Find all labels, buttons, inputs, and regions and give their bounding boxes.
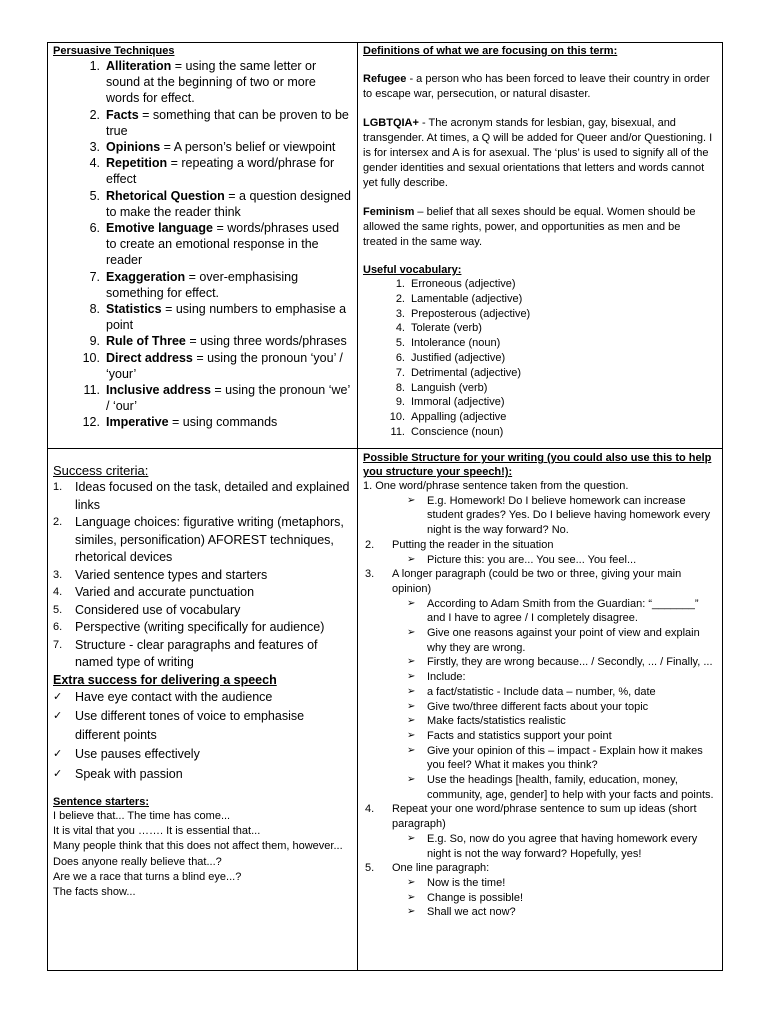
sentence-starters-heading: Sentence starters: <box>53 795 149 808</box>
feminism-text: – belief that all sexes should be equal. Women should be allowed the same rights, power, and opportunities as men and be treated in the same way. <box>363 206 696 248</box>
checkmark-icon: ✓ <box>53 748 63 761</box>
arrow-bullet-icon: ➢ <box>407 627 416 639</box>
vocabulary-item <box>363 277 717 292</box>
vocabulary-word: Appalling (adjective <box>411 411 507 424</box>
feminism-term: Feminism <box>363 206 415 218</box>
vocabulary-word: Lamentable (adjective) <box>411 292 523 305</box>
definitions-heading: Definitions of what we are focusing on this term: <box>363 45 618 57</box>
structure-line <box>363 538 717 553</box>
technique-item <box>53 301 352 333</box>
structure-text: Firstly, they are wrong because... / Secondly, ... / Finally, ... <box>427 656 713 669</box>
technique-definition: = A person’s belief or viewpoint <box>160 140 336 155</box>
vocabulary-item <box>363 307 717 322</box>
technique-definition: = using the pronoun ‘you’ / ‘your’ <box>106 350 343 381</box>
technique-term: Opinions <box>106 140 161 155</box>
item-number: 10. <box>82 350 100 365</box>
structure-text: E.g. So, now do you agree that having homework every night is not the way forward? Hopefully, yes! <box>427 832 698 860</box>
item-number: 7. <box>53 638 63 651</box>
checkmark-icon: ✓ <box>53 690 63 703</box>
technique-term: Statistics <box>106 302 162 317</box>
technique-item <box>53 333 352 349</box>
speech-tip-text: Use pauses effectively <box>75 747 200 762</box>
item-number: 12. <box>82 415 100 430</box>
vocabulary-item <box>363 366 717 381</box>
speech-tip-item <box>53 688 352 707</box>
vocabulary-word: Tolerate (verb) <box>411 322 482 335</box>
structure-text: Putting the reader in the situation <box>392 538 554 551</box>
item-number: 6. <box>395 351 405 364</box>
structure-text: Facts and statistics support your point <box>427 729 612 742</box>
speech-tip-item <box>53 707 352 746</box>
vocabulary-item <box>363 321 717 336</box>
arrow-bullet-icon: ➢ <box>407 876 416 888</box>
item-number: 5. <box>89 188 100 203</box>
technique-term: Emotive language <box>106 221 213 236</box>
item-number: 10. <box>389 411 405 424</box>
structure-line <box>363 876 717 891</box>
technique-term: Alliteration <box>106 59 172 73</box>
structure-text: Shall we act now? <box>427 906 516 919</box>
structure-line <box>363 655 717 670</box>
structure-heading: Possible Structure for your writing (you could also use this to help you structure your speech!): <box>363 452 712 478</box>
item-number: 4. <box>395 322 405 335</box>
item-number: 2. <box>395 292 405 305</box>
structure-line <box>363 700 717 715</box>
technique-text <box>106 301 352 333</box>
structure-line <box>363 567 717 596</box>
refugee-term: Refugee <box>363 73 407 85</box>
technique-term: Repetition <box>106 156 168 171</box>
criteria-text: Varied sentence types and starters <box>75 567 268 582</box>
item-number: 5. <box>53 603 63 616</box>
sentence-starter: Does anyone really believe that...? <box>53 855 222 868</box>
criteria-text: Considered use of vocabulary <box>75 602 241 617</box>
structure-line <box>363 861 717 876</box>
technique-text <box>106 107 352 139</box>
lgbt-term: LGBTQIA+ <box>363 117 419 129</box>
technique-definition: = using commands <box>168 415 278 430</box>
technique-text <box>106 155 352 187</box>
arrow-bullet-icon: ➢ <box>407 744 416 756</box>
technique-definition: = using three words/phrases <box>185 334 347 349</box>
structure-text: a fact/statistic - Include data – number, %, date <box>427 685 656 698</box>
structure-text: Picture this: you are... You see... You feel... <box>427 553 637 566</box>
technique-term: Rhetorical Question <box>106 188 225 203</box>
item-number: 5. <box>395 337 405 350</box>
speech-tip-text: Have eye contact with the audience <box>75 689 273 704</box>
arrow-bullet-icon: ➢ <box>407 494 416 506</box>
technique-text <box>106 382 352 414</box>
sentence-starter: It is vital that you ……. It is essential that... <box>53 825 261 838</box>
vocabulary-item <box>363 381 717 396</box>
vocabulary-word: Immoral (adjective) <box>411 396 505 409</box>
persuasive-list <box>53 58 352 431</box>
technique-text <box>106 414 352 430</box>
arrow-bullet-icon: ➢ <box>407 774 416 786</box>
item-number: 9. <box>395 396 405 409</box>
criteria-text: Ideas focused on the task, detailed and explained links <box>75 480 350 512</box>
vocabulary-item <box>363 351 717 366</box>
structure-text: Include: <box>427 671 466 684</box>
item-number: 5. <box>365 862 375 875</box>
vocabulary-item <box>363 292 717 307</box>
technique-text <box>106 139 352 155</box>
refugee-definition <box>363 72 717 102</box>
item-number: 3. <box>395 307 405 320</box>
sentence-starter: The facts show... <box>53 886 136 898</box>
arrow-bullet-icon: ➢ <box>407 700 416 712</box>
success-criteria-item <box>53 637 352 672</box>
item-number: 3. <box>53 568 63 581</box>
arrow-bullet-icon: ➢ <box>407 656 416 668</box>
structure-text: 1. One word/phrase sentence taken from the question. <box>363 480 629 492</box>
speech-tip-text: Use different tones of voice to emphasise different points <box>75 708 305 743</box>
structure-line <box>363 685 717 700</box>
structure-text: Give your opinion of this – impact - Explain how it makes you feel? What it makes you think? <box>427 744 703 772</box>
technique-item <box>53 139 352 155</box>
vocabulary-item <box>363 395 717 410</box>
technique-definition: = something that can be proven to be true <box>106 107 349 138</box>
technique-definition: = using the same letter or sound at the beginning of two or more words for effect. <box>106 59 317 106</box>
arrow-bullet-icon: ➢ <box>407 891 416 903</box>
structure-line <box>363 832 717 861</box>
structure-text: One line paragraph: <box>392 862 490 875</box>
item-number: 3. <box>89 140 100 155</box>
technique-item <box>53 58 352 107</box>
criteria-text: Language choices: figurative writing (metaphors, similes, personification) AFOREST techniques, rhetorical devices <box>75 515 344 564</box>
technique-item <box>53 107 352 139</box>
vocabulary-word: Conscience (noun) <box>411 425 504 438</box>
success-criteria-cell <box>48 449 358 971</box>
lgbt-definition <box>363 116 717 191</box>
vocabulary-word: Justified (adjective) <box>411 351 506 364</box>
technique-text <box>106 58 352 107</box>
item-number: 7. <box>89 269 100 284</box>
item-number: 8. <box>395 381 405 394</box>
lgbt-text: - The acronym stands for lesbian, gay, bisexual, and transgender. At times, a Q will be added for Queer and/or Questioning. I is for intersex and A is for asexual. The ‘plus’ is used to signify all of the gender identities and sexual orientations that letters and words cannot yet fully describe. <box>363 117 713 189</box>
structure-line <box>363 773 717 802</box>
arrow-bullet-icon: ➢ <box>407 685 416 697</box>
vocabulary-item <box>363 410 717 425</box>
vocabulary-word: Preposterous (adjective) <box>411 307 531 320</box>
technique-definition: = using the pronoun ‘we’ / ‘our’ <box>106 383 350 414</box>
technique-item <box>53 220 352 269</box>
technique-text <box>106 350 352 382</box>
item-number: 3. <box>365 568 375 581</box>
technique-definition: = using numbers to emphasise a point <box>106 302 347 333</box>
item-number: 4. <box>365 803 375 816</box>
item-number: 6. <box>53 621 63 633</box>
structure-line <box>363 802 717 831</box>
technique-definition: = over-emphasising something for effect. <box>106 269 299 300</box>
success-criteria-item <box>53 567 352 585</box>
arrow-bullet-icon: ➢ <box>407 553 416 565</box>
success-criteria-item <box>53 479 352 514</box>
worksheet-table <box>47 42 723 971</box>
structure-text: E.g. Homework! Do I believe homework can increase student grades? Yes. Do I believe having homework every night is the way forward? No. <box>427 494 711 537</box>
item-number: 11. <box>390 425 405 438</box>
item-number: 4. <box>53 586 63 598</box>
criteria-text: Varied and accurate punctuation <box>75 585 255 599</box>
item-number: 2. <box>53 516 63 528</box>
structure-line <box>363 729 717 744</box>
structure-line <box>363 744 717 773</box>
checkmark-icon: ✓ <box>53 709 63 722</box>
arrow-bullet-icon: ➢ <box>407 715 416 727</box>
structure-text: Make facts/statistics realistic <box>427 715 566 728</box>
structure-text: Give two/three different facts about your topic <box>427 700 649 713</box>
structure-line <box>363 905 717 920</box>
structure-line <box>363 670 717 685</box>
structure-text: Repeat your one word/phrase sentence to sum up ideas (short paragraph) <box>392 803 697 831</box>
technique-definition: = repeating a word/phrase for effect <box>106 156 335 187</box>
vocabulary-word: Languish (verb) <box>411 381 488 394</box>
vocabulary-word: Detrimental (adjective) <box>411 366 522 379</box>
item-number: 11. <box>83 383 100 398</box>
structure-text: Change is possible! <box>427 891 524 904</box>
structure-line <box>363 597 717 626</box>
technique-item <box>53 350 352 382</box>
criteria-text: Structure - clear paragraphs and features of named type of writing <box>75 637 318 669</box>
technique-definition: = words/phrases used to create an emotional response in the reader <box>106 221 340 268</box>
item-number: 6. <box>89 221 100 236</box>
structure-line <box>363 714 717 729</box>
arrow-bullet-icon: ➢ <box>407 597 416 609</box>
structure-text: According to Adam Smith from the Guardian: “_______” and I have to agree / I completely disagree. <box>427 597 699 625</box>
structure-line <box>363 494 717 538</box>
vocabulary-item <box>363 425 717 440</box>
success-criteria-item <box>53 619 352 637</box>
structure-list <box>363 479 717 920</box>
speech-tip-item <box>53 765 352 784</box>
item-number: 1. <box>89 59 100 73</box>
success-criteria-item <box>53 584 352 602</box>
technique-text <box>106 220 352 269</box>
definitions-cell <box>358 43 723 449</box>
arrow-bullet-icon: ➢ <box>407 729 416 741</box>
arrow-bullet-icon: ➢ <box>407 906 416 918</box>
arrow-bullet-icon: ➢ <box>407 671 416 683</box>
item-number: 1. <box>395 278 405 290</box>
technique-term: Facts <box>106 107 139 122</box>
persuasive-techniques-cell <box>48 43 358 449</box>
structure-line <box>363 626 717 655</box>
speech-tip-text: Speak with passion <box>75 766 183 781</box>
vocabulary-word: Intolerance (noun) <box>411 337 501 350</box>
structure-line <box>363 891 717 906</box>
item-number: 8. <box>89 302 100 317</box>
success-criteria-list <box>53 479 352 672</box>
technique-item <box>53 188 352 220</box>
structure-text: A longer paragraph (could be two or three, giving your main opinion) <box>392 568 682 595</box>
success-criteria-heading: Success criteria: <box>53 463 149 478</box>
persuasive-heading: Persuasive Techniques <box>53 45 175 57</box>
vocabulary-word: Erroneous (adjective) <box>411 278 516 290</box>
speech-tip-item <box>53 745 352 764</box>
technique-term: Imperative <box>106 415 169 430</box>
technique-item <box>53 414 352 430</box>
extra-success-heading: Extra success for delivering a speech <box>53 672 277 687</box>
technique-term: Inclusive address <box>106 383 211 398</box>
technique-definition: = a question designed to make the reader think <box>106 188 351 219</box>
technique-item <box>53 382 352 414</box>
structure-line <box>363 479 717 494</box>
technique-term: Direct address <box>106 350 193 365</box>
success-criteria-item <box>53 602 352 620</box>
item-number: 2. <box>89 107 100 122</box>
structure-text: Now is the time! <box>427 876 506 889</box>
success-criteria-item <box>53 514 352 567</box>
item-number: 1. <box>53 481 63 493</box>
speech-tips-list <box>53 688 352 784</box>
structure-text: Use the headings [health, family, education, money, community, age, gender] to help with your facts and points. <box>427 774 714 801</box>
technique-term: Exaggeration <box>106 269 186 284</box>
vocabulary-list <box>363 277 717 440</box>
criteria-text: Perspective (writing specifically for audience) <box>75 620 325 634</box>
sentence-starter: Are we a race that turns a blind eye...? <box>53 870 242 883</box>
technique-text <box>106 333 352 349</box>
sentence-starters-list <box>53 809 352 900</box>
item-number: 9. <box>89 334 100 349</box>
item-number: 7. <box>395 366 405 379</box>
vocabulary-heading: Useful vocabulary: <box>363 264 462 276</box>
sentence-starter: I believe that... The time has come... <box>53 809 231 822</box>
sentence-starter: Many people think that this does not affect them, however... <box>53 840 343 853</box>
refugee-text: - a person who has been forced to leave their country in order to escape war, persecution, or natural disaster. <box>363 73 710 100</box>
technique-term: Rule of Three <box>106 334 186 349</box>
structure-line <box>363 553 717 568</box>
technique-item <box>53 269 352 301</box>
item-number: 2. <box>365 538 375 551</box>
vocabulary-item <box>363 336 717 351</box>
technique-item <box>53 155 352 187</box>
arrow-bullet-icon: ➢ <box>407 832 416 844</box>
structure-text: Give one reasons against your point of view and explain why they are wrong. <box>427 627 700 654</box>
technique-text <box>106 188 352 220</box>
feminism-definition <box>363 205 717 250</box>
item-number: 4. <box>89 156 100 171</box>
structure-cell <box>358 449 723 971</box>
checkmark-icon: ✓ <box>53 767 63 780</box>
technique-text <box>106 269 352 301</box>
